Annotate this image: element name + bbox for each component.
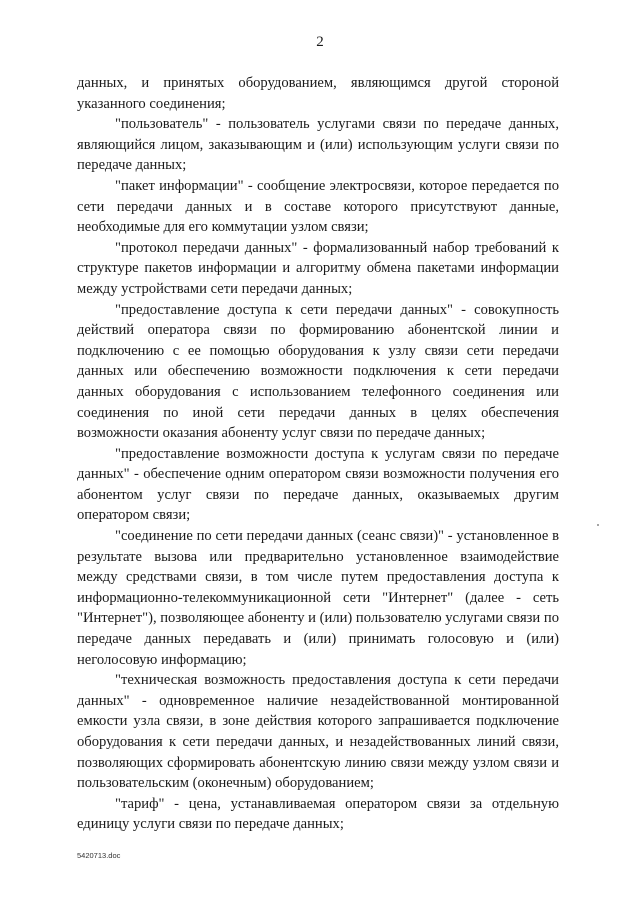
page-number: 2 <box>316 34 324 50</box>
paragraph-user: "пользователь" - пользователь услугами связи по передаче данных, являющийся лицом, заказывающим и (или) использующим услуги связи по передаче данных; <box>77 116 559 174</box>
paragraph-information-packet: "пакет информации" - сообщение электросвязи, которое передается по сети передачи данных и в составе которого присутствуют данные, необходимые для его коммутации узлом связи; <box>77 177 559 236</box>
paragraph-network-access: "предоставление доступа к сети передачи данных" - совокупность действий оператора связи по формированию абонентской линии и подключению с ее помощью оборудования к узлу связи сети передачи данных или обеспечению возможности подключения к сети передачи данных оборудования с использованием телефонного соединения или соединения по иной сети передачи данных в целях обеспечения возможности оказания абоненту услуг связи по передаче данных; <box>77 301 559 442</box>
margin-dot <box>597 524 599 526</box>
document-footer: 5420713.doc <box>77 851 121 860</box>
paragraph-technical-possibility: "техническая возможность предоставления доступа к сети передачи данных" - одновременное наличие незадействованной монтированной емкости узла связи, в зоне действия которого запрашивается подключение оборудования к сети передачи данных, и незадействованных линий связи, позволяющих сформировать абонентскую линию связи между узлом связи и пользовательским (оконечным) оборудованием; <box>77 672 559 792</box>
paragraph-data-protocol: "протокол передачи данных" - формализованный набор требований к структуре пакетов информации и алгоритму обмена пакетами информации между устройствами сети передачи данных; <box>77 239 559 297</box>
document-body <box>77 73 559 835</box>
paragraph-tariff: "тариф" - цена, устанавливаемая оператором связи за отдельную единицу услуги связи по передаче данных; <box>77 795 559 833</box>
paragraph-continuation: данных, и принятых оборудованием, являющимся другой стороной указанного соединения; <box>77 75 559 112</box>
paragraph-service-access: "предоставление возможности доступа к услугам связи по передаче данных" - обеспечение одним оператором связи возможности получения его абонентом услуг связи по передаче данных, оказываемых другим оператором связи; <box>77 445 559 524</box>
paragraph-connection-session: "соединение по сети передачи данных (сеанс связи)" - установленное в результате вызова или предварительно установленное взаимодействие между средствами связи, в том числе путем предоставления доступа к информационно-телекоммуникационной сети "Интернет" (далее - сеть "Интернет"), позволяющее абоненту и (или) пользователю услугами связи по передаче данных передавать и (или) принимать голосовую и (или) неголосовую информацию; <box>77 528 559 668</box>
